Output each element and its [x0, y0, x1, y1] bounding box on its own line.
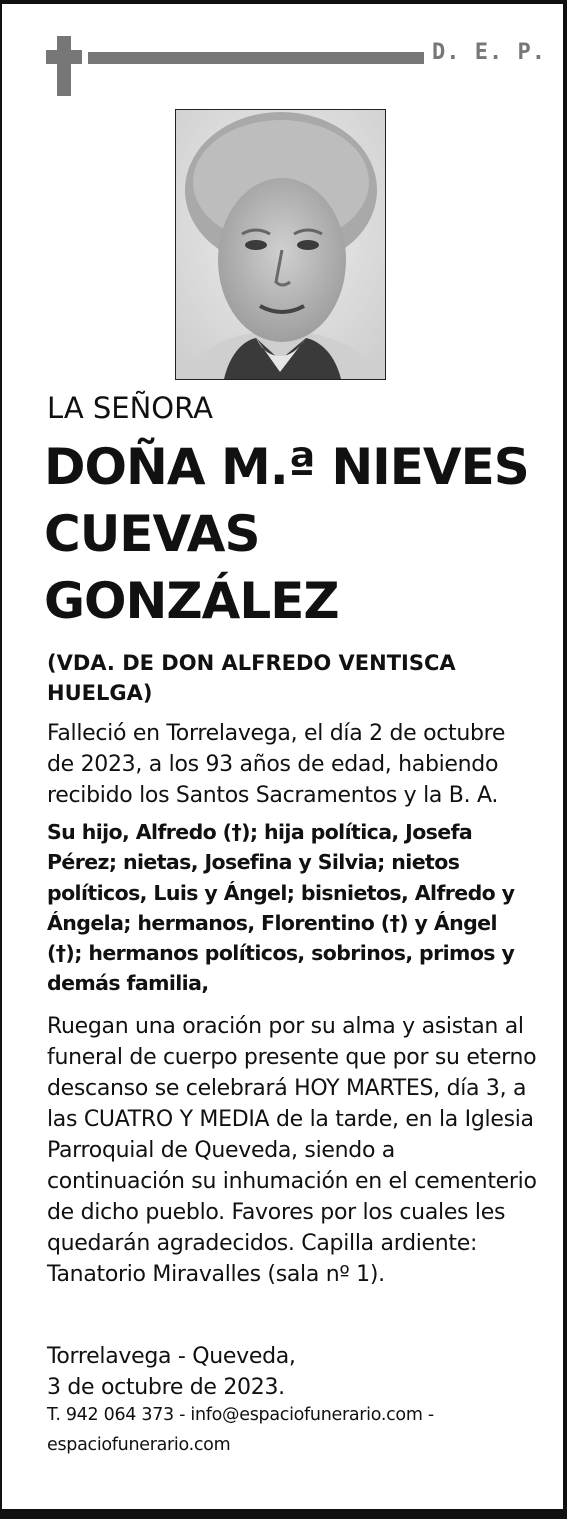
frame-bottom-border: [0, 1509, 567, 1519]
date-line: 3 de octubre de 2023.: [47, 1375, 285, 1400]
death-notice: Falleció en Torrelavega, el día 2 de octubre de 2023, a los 93 años de edad, habiendo recibido los Santos Sacramentos y la B. A.: [47, 721, 506, 808]
dep-label: D. E. P.: [432, 40, 546, 65]
contact-phone-email: T. 942 064 373 - info@espaciofunerario.com -: [47, 1405, 434, 1425]
name-line-2: CUEVAS: [44, 505, 260, 563]
widow-note: (VDA. DE DON ALFREDO VENTISCA HUELGA): [47, 651, 456, 705]
name-line-3: GONZÁLEZ: [44, 572, 339, 630]
name-line-1: DOÑA M.ª NIEVES: [44, 438, 529, 496]
place-line: Torrelavega - Queveda,: [47, 1344, 296, 1369]
header-rule: [88, 52, 424, 64]
contact-website: espaciofunerario.com: [47, 1435, 231, 1455]
frame-left-border: [0, 0, 2, 1519]
portrait-image: [176, 110, 385, 379]
frame-right-border: [563, 0, 567, 1519]
honorific: LA SEÑORA: [47, 391, 213, 425]
funeral-details: Ruegan una oración por su alma y asistan al funeral de cuerpo presente que por su eterno descanso se celebrará HOY MARTES, día 3, a las CUATRO Y MEDIA de la tarde, en la Iglesia Parroquial de Queveda, siendo a continuación su inhumación en el cementerio de dicho pueblo. Favores por los cuales les quedarán agradecidos. Capilla ardiente: Tanatorio Miravalles (sala nº 1).: [47, 1014, 537, 1287]
portrait-photo: [175, 109, 386, 380]
contact-info: [47, 1400, 547, 1460]
frame-top-border: [0, 0, 567, 4]
place-and-date: [47, 1341, 537, 1403]
family-list: Su hijo, Alfredo (†); hija política, Josefa Pérez; nietas, Josefina y Silvia; nietos políticos, Luis y Ángel; bisnietos, Alfredo y Ángela; hermanos, Florentino (†) y Ángel (†); hermanos políticos, sobrinos, primos y demás familia,: [47, 820, 515, 996]
deceased-name: [44, 434, 544, 635]
